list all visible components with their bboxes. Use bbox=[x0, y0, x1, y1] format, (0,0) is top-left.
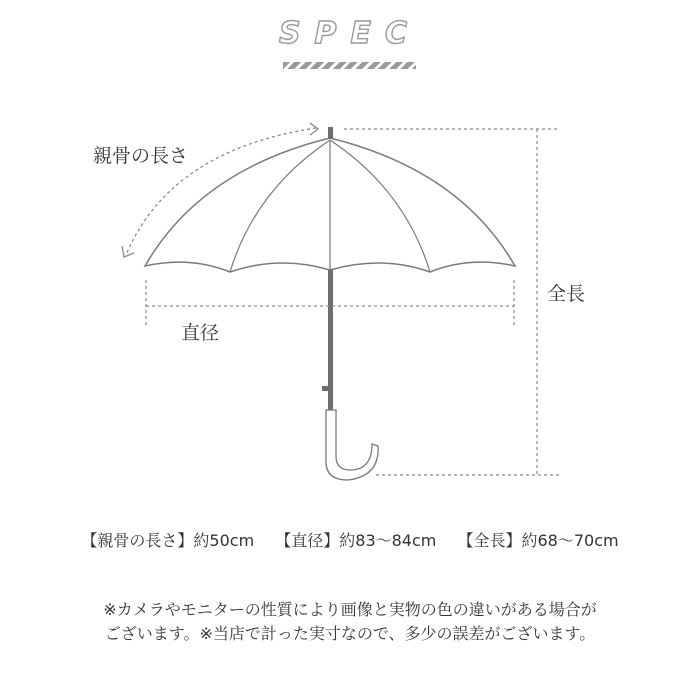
umbrella-handle bbox=[326, 410, 378, 480]
rib-length-label: 親骨の長さ bbox=[93, 145, 189, 167]
spec-total-length: 【全長】約68～70cm bbox=[457, 531, 619, 550]
spec-diameter: 【直径】約83～84cm bbox=[275, 531, 437, 550]
umbrella-tip bbox=[328, 127, 333, 139]
disclaimer-line-2: ございます。※当店で計った実寸なので、多少の誤差がございます。 bbox=[104, 624, 596, 643]
spec-values bbox=[0, 528, 700, 551]
disclaimer-line-1: ※カメラやモニターの性質により画像と実物の色の違いがある場合が bbox=[103, 600, 597, 619]
spec-rib-length: 【親骨の長さ】約50cm bbox=[81, 531, 255, 550]
total-length-label: 全長 bbox=[547, 283, 586, 305]
diameter-label: 直径 bbox=[181, 322, 220, 344]
spec-title: SPEC bbox=[278, 16, 422, 51]
rib-arrow-head-top bbox=[310, 123, 318, 135]
disclaimer-note bbox=[0, 598, 700, 646]
umbrella-button bbox=[322, 386, 329, 391]
